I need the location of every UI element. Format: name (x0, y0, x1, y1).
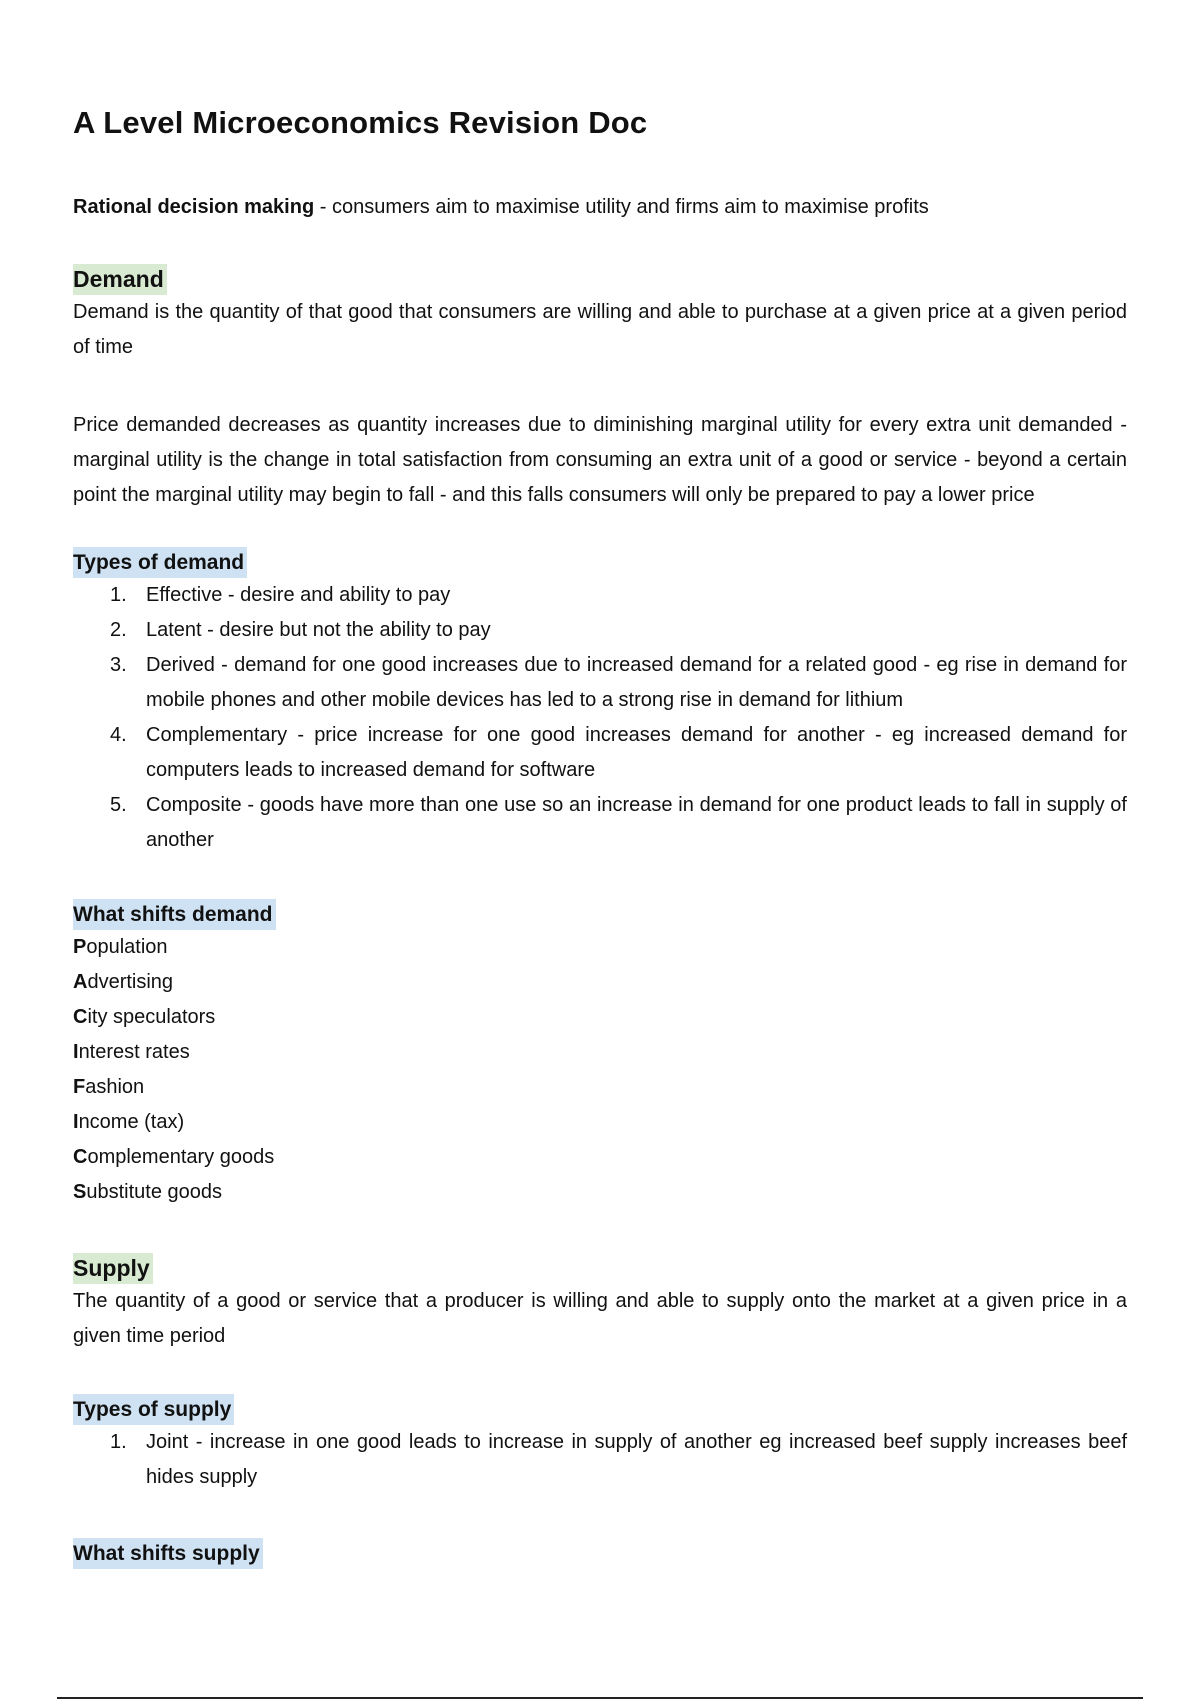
list-item: 2. Latent - desire but not the ability to pay (110, 619, 491, 641)
supply-section (73, 1253, 1127, 1354)
types-of-demand-heading: Types of demand (73, 547, 247, 578)
list-item: 1. Joint - increase in one good leads to increase in supply of another eg increased beef supply increases beef hides supply (110, 1431, 1127, 1488)
types-of-demand-list (73, 578, 1127, 858)
demand-definition: Demand is the quantity of that good that consumers are willing and able to purchase at a given price at a given period of time (73, 301, 1127, 358)
what-shifts-supply-section (73, 1538, 1127, 1569)
types-of-demand-section (73, 547, 1127, 858)
list-item: Income (tax) (73, 1111, 185, 1133)
list-item: Substitute goods (73, 1181, 222, 1203)
types-of-supply-list (73, 1425, 1127, 1495)
list-item: 4. Complementary - price increase for one good increases demand for another - eg increased demand for computers leads to increased demand for software (110, 724, 1127, 781)
what-shifts-demand-section (73, 899, 1127, 1210)
what-shifts-supply-heading: What shifts supply (73, 1538, 263, 1569)
list-item: 5. Composite - goods have more than one use so an increase in demand for one product leads to fall in supply of another (110, 794, 1127, 851)
list-item: 3. Derived - demand for one good increases due to increased demand for a related good - eg rise in demand for mobile phones and other mobile devices has led to a strong rise in demand for lithium (110, 654, 1127, 711)
page-bottom-rule (57, 1697, 1143, 1699)
demand-heading: Demand (73, 264, 167, 295)
types-of-supply-section (73, 1394, 1127, 1495)
list-item: Population (73, 936, 168, 958)
demand-explanation: Price demanded decreases as quantity increases due to diminishing marginal utility for every extra unit demanded - marginal utility is the change in total satisfaction from consuming an extra unit of a good or service - beyond a certain point the marginal utility may begin to fall - and this falls consumers will only be prepared to pay a lower price (73, 414, 1127, 506)
list-item: Interest rates (73, 1041, 190, 1063)
list-item: 1. Effective - desire and ability to pay (110, 584, 451, 606)
intro-definition: - consumers aim to maximise utility and firms aim to maximise profits (314, 196, 929, 218)
demand-section (73, 264, 1127, 365)
types-of-supply-heading: Types of supply (73, 1394, 234, 1425)
list-item: Fashion (73, 1076, 145, 1098)
list-item: Complementary goods (73, 1146, 275, 1168)
what-shifts-demand-list (73, 930, 1127, 1210)
intro-term: Rational decision making (73, 196, 315, 218)
supply-heading: Supply (73, 1253, 153, 1284)
list-item: Advertising (73, 971, 174, 993)
what-shifts-demand-heading: What shifts demand (73, 899, 276, 930)
document-page (73, 0, 1127, 1700)
intro-paragraph (73, 190, 1127, 225)
document-title: A Level Microeconomics Revision Doc (73, 105, 648, 140)
list-item: City speculators (73, 1006, 216, 1028)
supply-definition: The quantity of a good or service that a producer is willing and able to supply onto the market at a given price in a given time period (73, 1290, 1127, 1347)
